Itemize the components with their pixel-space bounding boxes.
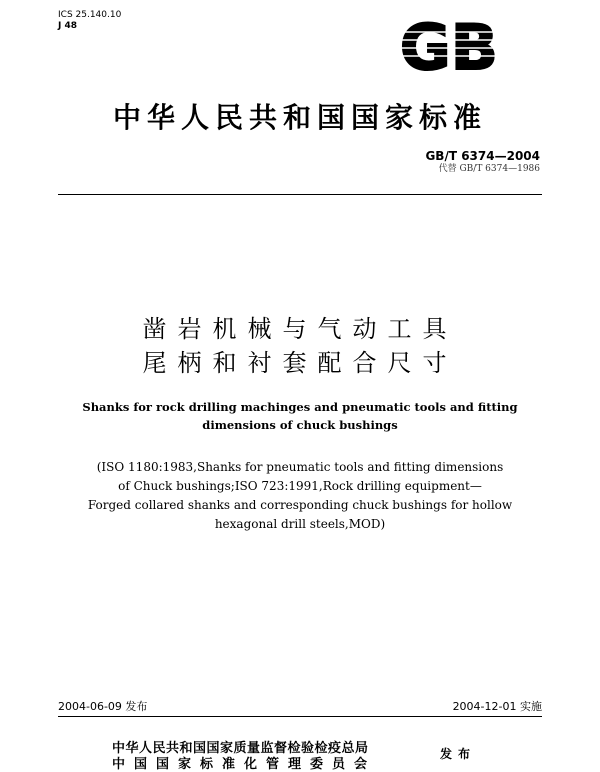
issue-date: 2004-06-09 发布 [58,700,148,713]
national-standard-title: 中华人民共和国国家标准 [112,101,487,134]
iso-reference-line-4: hexagonal drill steels,MOD) [214,517,386,531]
iso-reference-line-3: Forged collared shanks and corresponding chuck bushings for hollow [87,498,513,512]
gb-logo [394,18,504,72]
classification-code: J 48 [58,21,78,31]
top-divider [58,194,542,195]
ics-code: ICS 25.140.10 [58,10,122,20]
standard-number-block [425,150,540,176]
publisher-org-1: 中华人民共和国国家质量监督检验检疫总局 [112,741,369,756]
chinese-title-line-2: 尾柄和衬套配合尺寸 [142,349,458,377]
replaces-standard: 代替 GB/T 6374—1986 [438,164,540,174]
implementation-date: 2004-12-01 实施 [452,700,542,713]
iso-reference-line-2: of Chuck bushings;ISO 723:1991,Rock drilling equipment— [118,479,482,493]
publisher-org-2: 中国国家标准化管理委员会 [112,757,377,772]
bottom-divider [58,716,542,717]
english-title-line-2: dimensions of chuck bushings [202,418,398,432]
publish-label: 发布 [440,747,477,761]
chinese-title-line-1: 凿岩机械与气动工具 [142,315,458,343]
standard-number: GB/T 6374—2004 [425,149,540,163]
english-title-line-1: Shanks for rock drilling machinges and pneumatic tools and fitting [82,400,518,414]
iso-reference-line-1: (ISO 1180:1983,Shanks for pneumatic tools and fitting dimensions [96,460,504,474]
gb-logo-text: GB [399,18,499,72]
